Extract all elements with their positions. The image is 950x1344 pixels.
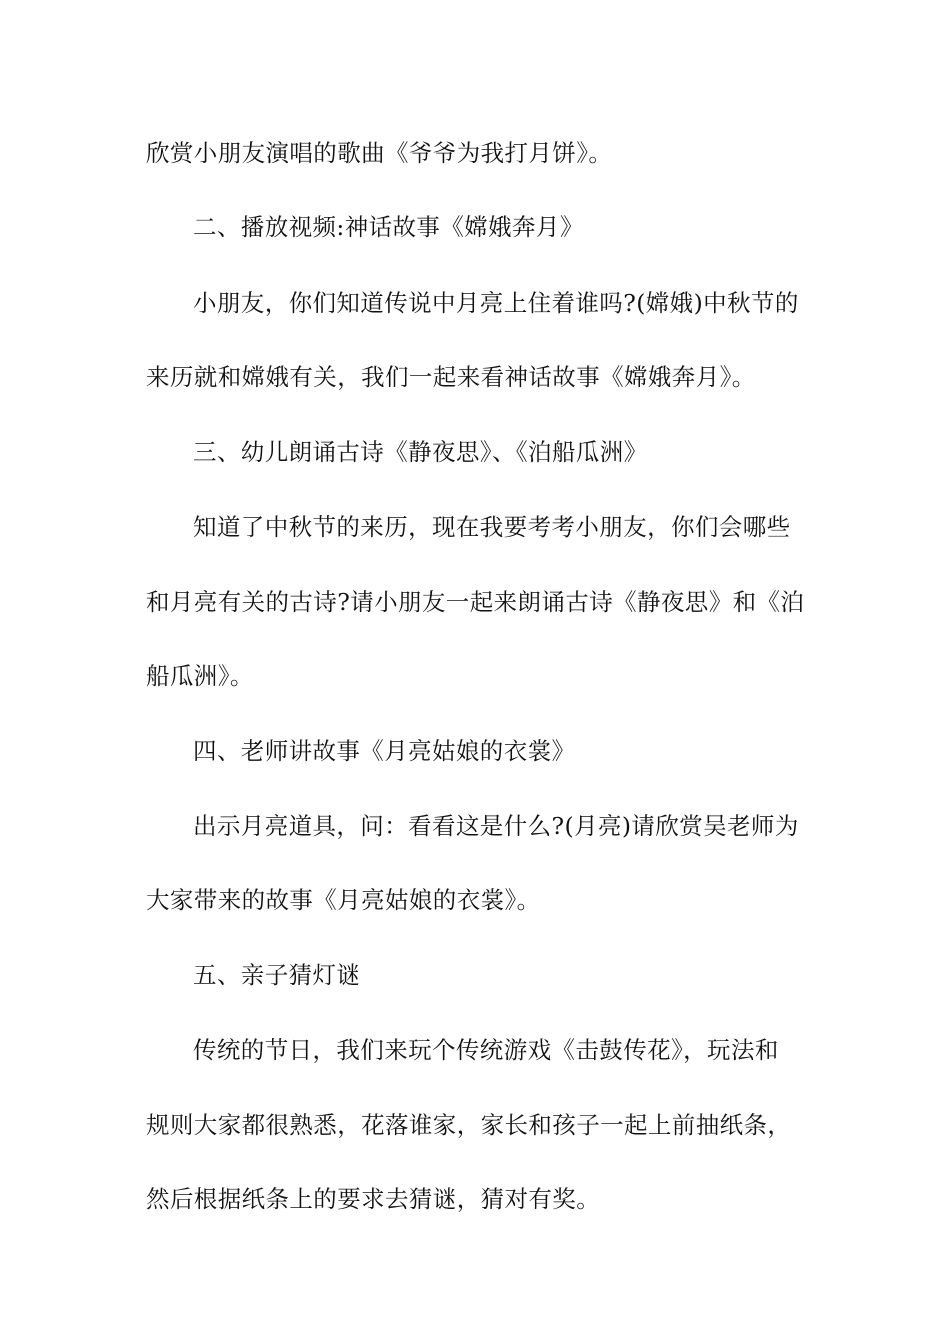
section-heading: 五、亲子猜灯谜 (193, 961, 361, 989)
text-line: 然后根据纸条上的要求去猜谜，猜对有奖。 (146, 1185, 601, 1213)
section-heading: 三、幼儿朗诵古诗《静夜思》、《泊船瓜洲》 (193, 438, 648, 466)
text-line: 知道了中秋节的来历，现在我要考考小朋友，你们会哪些 (193, 513, 791, 541)
text-line: 出示月亮道具，问：看看这是什么?(月亮)请欣赏吴老师为 (193, 812, 799, 840)
text-line: 欣赏小朋友演唱的歌曲《爷爷为我打月饼》。 (146, 139, 613, 167)
text-line: 和月亮有关的古诗?请小朋友一起来朗诵古诗《静夜思》和《泊 (146, 588, 805, 616)
section-heading: 四、老师讲故事《月亮姑娘的衣裳》 (193, 737, 576, 765)
text-line: 传统的节日，我们来玩个传统游戏《击鼓传花》，玩法和 (193, 1036, 779, 1064)
section-heading: 二、播放视频:神话故事《嫦娥奔月》 (193, 213, 584, 241)
text-line: 船瓜洲》。 (146, 662, 254, 690)
text-line: 大家带来的故事《月亮姑娘的衣裳》。 (146, 886, 541, 914)
text-line: 小朋友，你们知道传说中月亮上住着谁吗?(嫦娥)中秋节的 (193, 289, 799, 317)
text-line: 规则大家都很熟悉，花落谁家，家长和孩子一起上前抽纸条， (146, 1111, 792, 1139)
text-line: 来历就和嫦娥有关，我们一起来看神话故事《嫦娥奔月》。 (146, 363, 756, 391)
